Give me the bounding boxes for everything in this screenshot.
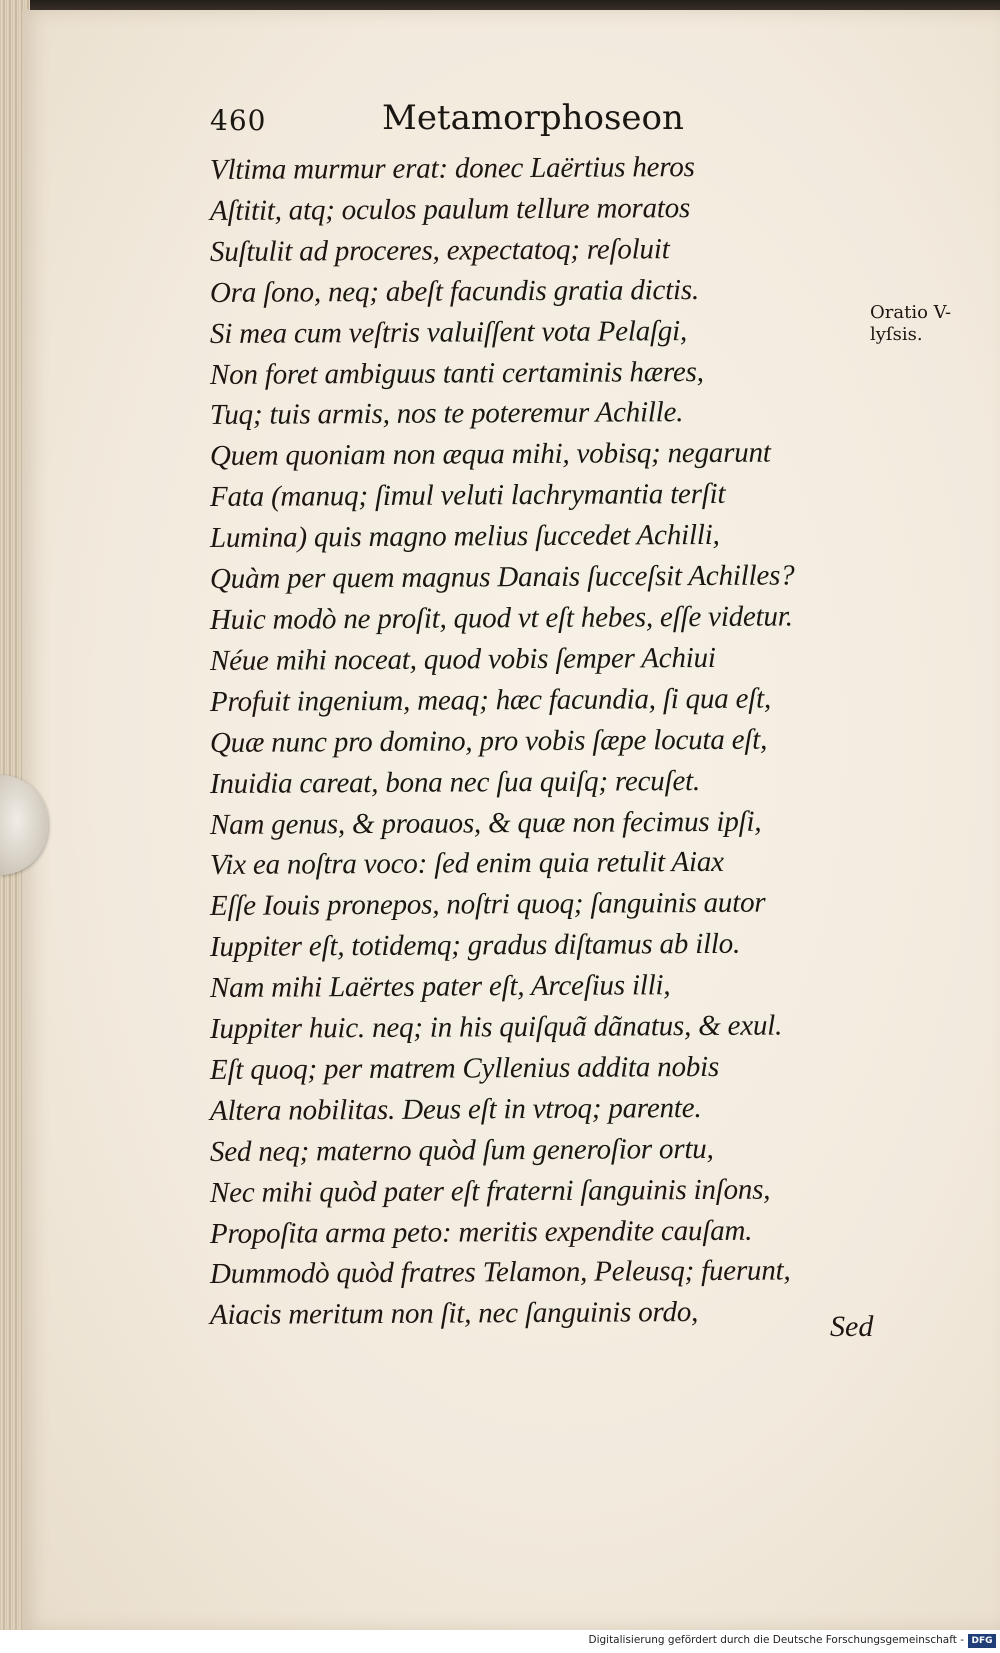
verse-line: Vix ea noſtra voco: ſed enim quia retulit Aiax bbox=[209, 846, 724, 882]
marginal-note bbox=[870, 302, 951, 346]
verse-line: Inuidia careat, bona nec ſua quiſq; recuſet. bbox=[209, 764, 701, 800]
verse-line: Lumina) quis magno melius ſuccedet Achilli, bbox=[209, 519, 720, 555]
verse-line: Iuppiter eſt, totidemq; gradus diſtamus ab illo. bbox=[209, 927, 741, 964]
verse-line: Non foret ambiguus tanti certaminis hæres, bbox=[209, 355, 704, 391]
verse-line: Dummodò quòd fratres Telamon, Peleusq; fuerunt, bbox=[209, 1254, 791, 1291]
page-number: 460 bbox=[210, 104, 267, 137]
verse-line: Huic modò ne proſit, quod vt eſt hebes, eſſe videtur. bbox=[209, 600, 793, 636]
verse-line: Quæ nunc pro domino, pro vobis ſæpe locuta eſt, bbox=[209, 723, 768, 759]
marginal-note-line: lyſsis. bbox=[870, 324, 923, 345]
catchword: Sed bbox=[830, 1310, 874, 1343]
verse-line: Quem quoniam non æqua mihi, vobisq; negarunt bbox=[209, 436, 771, 473]
dfg-logo: DFG bbox=[968, 1634, 996, 1648]
verse-line: Aiacis meritum non ſit, nec ſanguinis ordo, bbox=[209, 1296, 699, 1332]
verse-line: Quàm per quem magnus Danais ſucceſsit Achilles? bbox=[209, 559, 795, 596]
verse-line: Nam mihi Laërtes pater eſt, Arceſius illi, bbox=[209, 969, 671, 1005]
verse-line: Ora ſono, neq; abeſt facundis gratia dictis. bbox=[209, 273, 700, 309]
running-title: Metamorphoseon bbox=[382, 98, 684, 138]
verse-line: Vltima murmur erat: donec Laërtius heros bbox=[209, 151, 695, 186]
verse-line: Si mea cum veſtris valuiſſent vota Pelaſgi, bbox=[209, 314, 688, 350]
verse-line: Iuppiter huic. neq; in his quiſquã dãnatus, & exul. bbox=[209, 1009, 783, 1046]
verse-line: Profuit ingenium, meaq; hæc facundia, ſi qua eſt, bbox=[209, 682, 772, 718]
verse-line: Eſſe Iouis pronepos, noſtri quoq; ſanguinis autor bbox=[209, 886, 766, 923]
verse-line: Eſt quoq; per matrem Cyllenius addita nobis bbox=[209, 1050, 720, 1086]
verse-line: Suſtulit ad proceres, expectatoq; reſoluit bbox=[209, 233, 670, 268]
verse-line: Nec mihi quòd pater eſt fraterni ſanguinis inſons, bbox=[209, 1173, 771, 1209]
verse-line: Aſtitit, atq; oculos paulum tellure moratos bbox=[209, 191, 691, 227]
marginal-note-line: Oratio V- bbox=[870, 302, 952, 323]
verse-line: Nam genus, & proauos, & quæ non fecimus ipſi, bbox=[209, 805, 762, 841]
verse-line: Tuq; tuis armis, nos te poteremur Achille. bbox=[209, 396, 684, 432]
verse-line: Fata (manuq; ſimul veluti lachrymantia terſit bbox=[209, 478, 726, 514]
verse-line: Propoſita arma peto: meritis expendite cauſam. bbox=[209, 1214, 753, 1250]
verse-line: Altera nobilitas. Deus eſt in vtroq; parente. bbox=[209, 1091, 702, 1127]
digitization-credit: Digitalisierung gefördert durch die Deutsche Forschungsgemeinschaft - bbox=[588, 1634, 964, 1646]
verse-line: Sed neq; materno quòd ſum generoſior ortu, bbox=[209, 1132, 714, 1168]
verse-text bbox=[210, 150, 795, 1336]
verse-line: Néue mihi noceat, quod vobis ſemper Achiui bbox=[209, 641, 716, 677]
